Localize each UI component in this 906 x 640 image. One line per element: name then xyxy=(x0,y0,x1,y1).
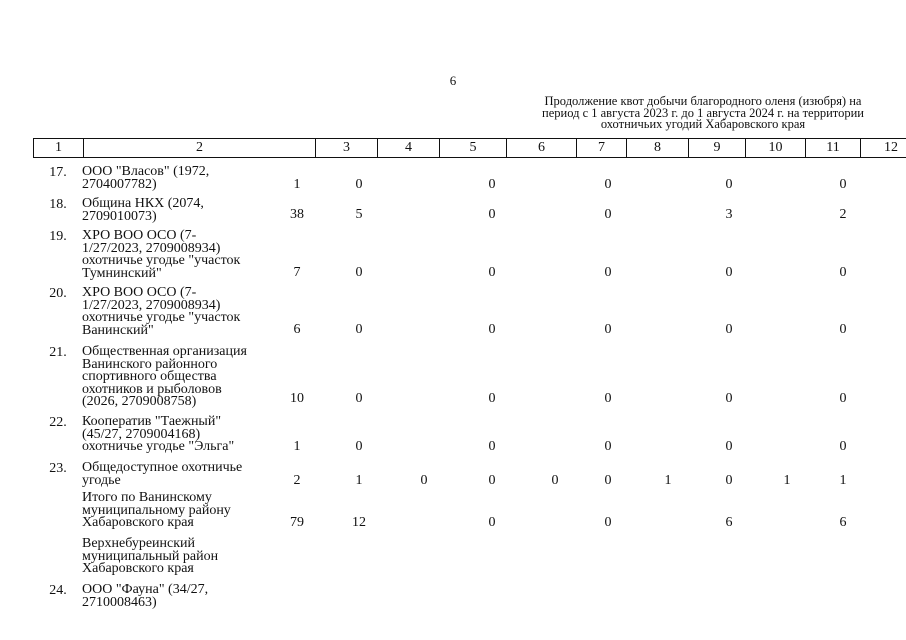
cell-c4: 0 xyxy=(355,322,363,337)
cell-c3: 1 xyxy=(293,177,301,192)
cell-c6: 0 xyxy=(488,473,496,488)
cell-c12: 0 xyxy=(839,322,847,337)
cell-c10: 0 xyxy=(725,439,733,454)
cell-c8: 0 xyxy=(604,177,612,192)
header-col-2: 2 xyxy=(84,139,316,158)
header-col-9: 9 xyxy=(689,139,746,158)
cell-c8: 0 xyxy=(604,439,612,454)
cell-c4: 0 xyxy=(355,391,363,406)
row-number: 23. xyxy=(49,461,67,476)
cell-c4: 0 xyxy=(355,439,363,454)
cell-c3: 10 xyxy=(290,391,304,406)
cell-c4: 12 xyxy=(352,515,366,530)
row-number: 20. xyxy=(49,286,67,301)
cell-c11: 1 xyxy=(783,473,791,488)
row-name: Община НКХ (2074, 2709010073) xyxy=(82,196,204,224)
cell-c3: 2 xyxy=(293,473,301,488)
row-number: 24. xyxy=(49,583,67,598)
row-name: Кооператив "Таежный" (45/27, 2709004168) охотничье угодье "Эльга" xyxy=(82,414,235,454)
header-col-11: 11 xyxy=(806,139,861,158)
cell-c10: 0 xyxy=(725,391,733,406)
cell-c6: 0 xyxy=(488,265,496,280)
cell-c12: 0 xyxy=(839,391,847,406)
cell-c10: 0 xyxy=(725,322,733,337)
cell-c6: 0 xyxy=(488,177,496,192)
header-col-5: 5 xyxy=(440,139,507,158)
cell-c10: 6 xyxy=(725,515,733,530)
header-col-3: 3 xyxy=(316,139,378,158)
row-name: ООО "Власов" (1972, 2704007782) xyxy=(82,164,210,192)
cell-c12: 0 xyxy=(839,439,847,454)
cell-c8: 0 xyxy=(604,473,612,488)
cell-c4: 5 xyxy=(355,207,363,222)
cell-c12: 0 xyxy=(839,177,847,192)
header-col-1: 1 xyxy=(34,139,84,158)
cell-c8: 0 xyxy=(604,207,612,222)
page-number: 6 xyxy=(449,73,457,88)
cell-c6: 0 xyxy=(488,391,496,406)
header-col-8: 8 xyxy=(627,139,689,158)
cell-c8: 0 xyxy=(604,515,612,530)
row-name: ХРО ВОО ОСО (7- 1/27/2023, 2709008934) охотничье угодье "участок Ванинский" xyxy=(82,285,241,338)
row-number: 17. xyxy=(49,165,67,180)
cell-c12: 2 xyxy=(839,207,847,222)
row-name: Итого по Ванинскому муниципальному району Хабаровского края xyxy=(82,490,231,530)
cell-c10: 3 xyxy=(725,207,733,222)
cell-c4: 0 xyxy=(355,265,363,280)
cell-c12: 1 xyxy=(839,473,847,488)
cell-c6: 0 xyxy=(488,439,496,454)
row-number: 19. xyxy=(49,229,67,244)
cell-c6: 0 xyxy=(488,515,496,530)
header-col-6: 6 xyxy=(507,139,577,158)
cell-c3: 6 xyxy=(293,322,301,337)
cell-c8: 0 xyxy=(604,265,612,280)
row-name: Общественная организация Ванинского районного спортивного общества охотников и рыболовов (2026, 2709008758) xyxy=(82,344,247,409)
cell-c3: 79 xyxy=(290,515,304,530)
row-name: ХРО ВОО ОСО (7- 1/27/2023, 2709008934) охотничье угодье "участок Тумнинский" xyxy=(82,228,241,281)
cell-c12: 0 xyxy=(839,265,847,280)
cell-c4: 1 xyxy=(355,473,363,488)
cell-c3: 7 xyxy=(293,265,301,280)
cell-c6: 0 xyxy=(488,207,496,222)
header-col-10: 10 xyxy=(746,139,806,158)
row-name: ООО "Фауна" (34/27, 2710008463) xyxy=(82,582,209,610)
cell-c8: 0 xyxy=(604,391,612,406)
header-col-12: 12 xyxy=(861,139,906,158)
row-number: 18. xyxy=(49,197,67,212)
row-name: Верхнебуреинский муниципальный район Хабаровского края xyxy=(82,536,219,576)
cell-c10: 0 xyxy=(725,177,733,192)
cell-c9: 1 xyxy=(664,473,672,488)
cell-c7: 0 xyxy=(551,473,559,488)
cell-c8: 0 xyxy=(604,322,612,337)
row-number: 22. xyxy=(49,415,67,430)
cell-c10: 0 xyxy=(725,473,733,488)
cell-c10: 0 xyxy=(725,265,733,280)
header-col-7: 7 xyxy=(577,139,627,158)
header-col-4: 4 xyxy=(378,139,440,158)
table-caption: Продолжение квот добычи благородного оленя (изюбря) на период с 1 августа 2023 г. до 1 августа 2024 г. на территории охотничьих угодий Хабаровского края xyxy=(542,94,864,131)
cell-c12: 6 xyxy=(839,515,847,530)
cell-c5: 0 xyxy=(420,473,428,488)
cell-c3: 38 xyxy=(290,207,304,222)
cell-c3: 1 xyxy=(293,439,301,454)
cell-c6: 0 xyxy=(488,322,496,337)
cell-c4: 0 xyxy=(355,177,363,192)
row-number: 21. xyxy=(49,345,67,360)
row-name: Общедоступное охотничье угодье xyxy=(82,460,243,488)
